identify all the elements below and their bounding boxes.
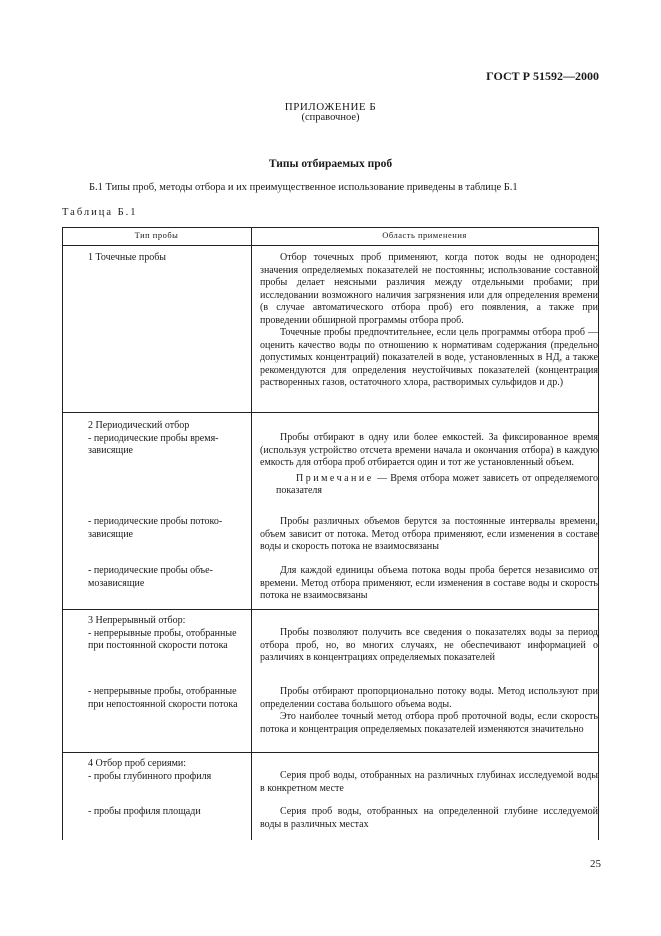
table-row-area <box>260 432 598 498</box>
row-subtype-label: - непрерывные пробы, отобранные при непостоянной скорости потока <box>88 686 238 710</box>
table-row-area <box>260 516 598 554</box>
table-caption: Таблица Б.1 <box>62 207 138 218</box>
row-type-label: 4 Отбор проб сериями: <box>88 758 187 769</box>
intro-paragraph: Б.1 Типы проб, методы отбора и их преимущественное использование приведены в таблице Б.1 <box>89 182 518 193</box>
column-header-type: Тип пробы <box>134 230 179 240</box>
standard-number: ГОСТ Р 51592—2000 <box>486 69 599 83</box>
row-subtype-label: - периодические пробы время-зависящие <box>88 432 219 456</box>
area-paragraph: Пробы отбирают пропорционально потоку воды. Метод используют при определении состава большого объема воды. <box>260 686 598 710</box>
row-subtype-label: - непрерывные пробы, отобранные при постоянной скорости потока <box>88 627 237 651</box>
table-row-area <box>260 252 598 390</box>
table-row-area <box>260 686 598 736</box>
table-row-area <box>260 565 598 603</box>
table-row-type <box>66 420 248 458</box>
area-paragraph: Пробы различных объемов берутся за постоянные интервалы времени, объем зависит от потока. Метод отбора применяют, если изменения в составе воды и скорость потока не взаимосвязаны <box>260 516 598 552</box>
row-type-label: 2 Периодический отбор <box>88 420 190 431</box>
row-separator <box>62 752 599 753</box>
table-row-area <box>260 806 598 831</box>
table-right-border <box>598 227 599 840</box>
area-paragraph: Для каждой единицы объема потока воды проба берется независимо от времени. Метод отбора применяют, если изменения в составе воды и скорость потока не взаимосвязаны <box>260 565 598 601</box>
row-type-label: 3 Непрерывный отбор: <box>88 615 186 626</box>
column-header-area: Область применения <box>382 230 467 240</box>
appendix-subtitle: (справочное) <box>301 112 360 123</box>
note-paragraph <box>260 473 598 498</box>
area-paragraph: Отбор точечных проб применяют, когда поток воды не однороден; значения определяемых показателей не постоянны; использование составной пробы делает неясными различия между отдельными пробами; при исследовании возможного наличия загрязнения или для определения времени (в случае автоматического отбора проб) его появления, а также при проведении обширной программы отбора проб. <box>260 252 598 326</box>
table-row-area <box>260 627 598 665</box>
area-paragraph: Это наиболее точный метод отбора проб проточной воды, если скорость потока и концентрация определяемых показателей изменяются значительно <box>260 711 598 735</box>
note-label: Примечание <box>296 472 374 484</box>
appendix-title: ПРИЛОЖЕНИЕ Б <box>284 101 377 113</box>
section-title: Типы отбираемых проб <box>268 158 393 170</box>
table-header-border <box>62 245 599 246</box>
table-row-type <box>66 806 248 819</box>
table-row-type <box>66 758 248 783</box>
area-paragraph: Серия проб воды, отобранных на различных глубинах исследуемой воды в конкретном месте <box>260 770 598 794</box>
page-number: 25 <box>590 858 601 870</box>
row-separator <box>62 412 599 413</box>
note-text: — Время отбора может зависеть от определяемого показателя <box>276 472 598 496</box>
row-type-label: 1 Точечные пробы <box>88 252 167 263</box>
table-left-border <box>62 227 63 840</box>
row-separator <box>62 609 599 610</box>
area-paragraph: Пробы отбирают в одну или более емкостей. За фиксированное время (используя устройство отсчета времени начала и окончания отбора) в каждую емкость для отбора проб отбирается один и тот же установленный объем. <box>260 432 598 468</box>
area-paragraph: Пробы позволяют получить все сведения о показателях воды за период отбора проб, но, во многих случаях, не обеспечивают информацией о различиях в концентрациях определяемых показателей <box>260 627 598 663</box>
table-row-type <box>66 565 248 590</box>
row-subtype-label: - периодические пробы потоко-зависящие <box>88 516 223 540</box>
table-row-type <box>66 252 248 265</box>
column-divider <box>251 227 252 840</box>
table-row-type <box>66 615 248 653</box>
row-subtype-label: - пробы профиля площади <box>88 806 201 817</box>
row-subtype-label: - пробы глубинного профиля <box>88 770 212 782</box>
area-paragraph: Серия проб воды, отобранных на определенной глубине исследуемой воды в различных местах <box>260 806 598 830</box>
table-row-type <box>66 516 248 541</box>
table-row-area <box>260 770 598 795</box>
area-paragraph: Точечные пробы предпочтительнее, если цель программы отбора проб — оценить качество воды по отношению к нормативам содержания (предельно допустимых концентраций) показателей в воде, установленных в НД, а также рекомендуются для определения неустойчивых показателей (концентрация растворенных газов, остаточного хлора, растворимых сульфидов и др.) <box>260 327 598 388</box>
table-row-type <box>66 686 248 711</box>
row-subtype-label: - периодические пробы объе-мозависящие <box>88 565 213 589</box>
table-top-border <box>62 227 599 228</box>
